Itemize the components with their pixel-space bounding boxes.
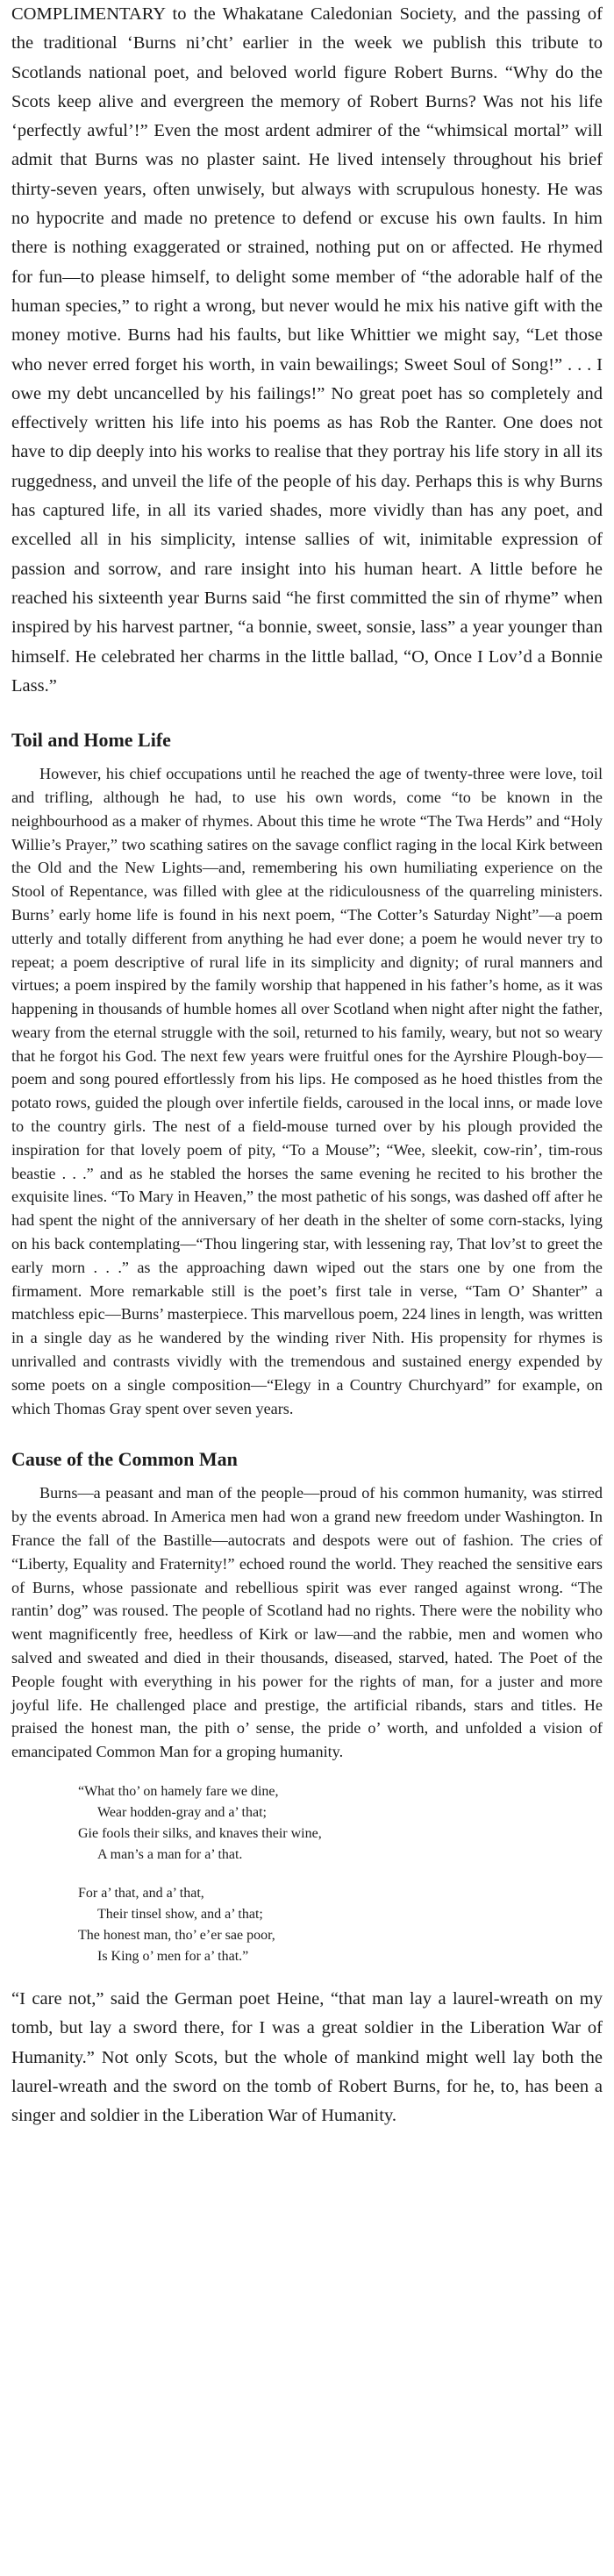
closing-paragraph: “I care not,” said the German poet Heine, “that man lay a laurel-wreath on my tomb, but lay a sword there, for I was a great soldier in the Liberation War of Humanity.” Not only Scots, but the whole of mankind might well lay both the laurel-wreath and the sword on the tomb of Robert Burns, for he, to, has been a singer and soldier in the Liberation War of Humanity. [11,1989,603,2126]
poem-line: For a’ that, and a’ that, [78,1886,204,1901]
intro-lead-word: COMPLIMENTARY [11,4,166,24]
poem-line: Their tinsel show, and a’ that; [97,1907,263,1922]
intro-text: to the Whakatane Caledonian Society, and the passing of the traditional ‘Burns ni’cht’ earlier in the week we publish this tribute to Scotlands national poet, and beloved world figure Robert Burns. “Why do the Scots keep alive and evergreen the memory of Robert Burns? Was not his life ‘perfectly awful’!” Even the most ardent admirer of the “whimsical mortal” will admit that Burns was no plaster saint. He lived intensely throughout his brief thirty-seven years, often unwisely, but always with scrupulous honesty. He was no hypocrite and made no pretence to defend or excuse his own faults. In him there is nothing exaggerated or strained, nothing put on or affected. He rhymed for fun—to please himself, to delight some member of “the adorable half of the human species,” to right a wrong, but never would he mix his native gift with the money motive. Burns had his faults, but like Whittier we might say, “Let those who never erred forget his worth, in vain bewailings; Sweet Soul of Song!” . . . I owe my debt uncancelled by his failings!” No great poet has so completely and effectively written his life into his poems as has Rob the Ranter. One does not have to dip deeply into his works to realise that they portray his life story in all its ruggedness, and unveil the life of the people of his day. Perhaps this is why Burns has captured life, in all its varied shades, more vividly than has any poet, and excelled all in his simplicity, intense sallies of wit, inimitable expression of passion and sorrow, and rare insight into his human heart. A little before he reached his sixteenth year Burns said “he first committed the sin of rhyme” when inspired by his harvest partner, “a bonnie, sweet, sonsie, lass” a year younger than himself. He celebrated her charms in the little ballad, “O, Once I Lov’d a Bonnie Lass.” [11,4,603,696]
toil-paragraph: However, his chief occupations until he reached the age of twenty-three were love, toil and trifling, although he had, to use his own words, come “to be known in the neighbourhood as a maker of rhymes. About this time he wrote “The Twa Herds” and “Holy Willie’s Prayer,” two scathing satires on the savage conflict raging in the local Kirk between the Old and the New Lights—and, remembering his own humiliating experience on the Stool of Repentance, was filled with glee at the ridiculousness of the quarreling ministers. Burns’ early home life is found in his next poem, “The Cotter’s Saturday Night”—a poem utterly and totally different from anything he had ever done; a poem he would never try to repeat; a poem descriptive of rural life in its simplicity and dignity; of rural manners and virtues; a poem inspired by the family worship that happened in his father’s home, as it was happening in thousands of humble homes all over Scotland when night after night the father, weary from the eternal struggle with the soil, returned to his family, weary, but not so weary that he forgot his God. The next few years were fruitful ones for the Ayrshire Plough-boy—poem and song poured effortlessly from his lips. He composed as he hoed thistles from the potato rows, guided the plough over infertile fields, caroused in the local inns, or made love to the country girls. The nest of a field-mouse turned over by his plough provided the inspiration for that lovely poem of pity, “To a Mouse”; “Wee, sleekit, cow-rin’, tim-rous beastie . . .” and as he stabled the horses the same evening he recited to his brother the exquisite lines. “To Mary in Heaven,” the most pathetic of his songs, was dashed off after he had spent the night of the anniversary of her death in the shelter of some corn-stacks, lying on his back contemplating—“Thou lingering star, with lessening ray, That lov’st to greet the early morn . . .” as the approaching dawn wiped out the stars one by one from the firmament. More remarkable still is the poet’s first tale in verse, “Tam O’ Shanter” a matchless epic—Burns’ masterpiece. This marvellous poem, 224 lines in length, was written in a single day as he wandered by the winding river Nith. His propensity for rhymes is unrivalled and contrasts vividly with the tremendous and sustained energy expended by some poets on a single composition—“Elegy in a Country Churchyard” for example, on which Thomas Gray spent over seven years. [11,765,603,1417]
poem-line: Gie fools their silks, and knaves their wine, [78,1826,322,1841]
poem-stanza-2 [78,1883,603,1967]
poem-line: “What tho’ on hamely fare we dine, [78,1784,279,1799]
poem-line: Wear hodden-gray and a’ that; [97,1805,267,1820]
section-heading-common-man: Cause of the Common Man [11,1448,238,1471]
poem-line: Is King o’ men for a’ that.” [97,1949,249,1964]
toil-section [11,762,603,1420]
section-heading-toil: Toil and Home Life [11,729,171,752]
poem-line: The honest man, tho’ e’er sae poor, [78,1928,275,1943]
common-man-section [11,1481,603,1764]
intro-paragraph [11,0,603,701]
closing-section [11,1985,603,2130]
poem-line: A man’s a man for a’ that. [97,1847,243,1862]
poem-stanza-1 [78,1781,603,1866]
common-man-paragraph: Burns—a peasant and man of the people—proud of his common humanity, was stirred by the events abroad. In America men had won a grand new freedom under Washington. In France the fall of the Bastille—autocrats and despots were out of fashion. The cries of “Liberty, Equality and Fraternity!” echoed round the world. They reached the sensitive ears of Burns, whose passionate and rebellious spirit was ever ranged against wrong. “The rantin’ dog” was roused. The people of Scotland had no rights. There were the nobility who went magnificently free, heedless of Kirk or law—and the rabbie, men and women who salved and sweated and died in their thousands, diseased, starved, hated. The Poet of the People fought with everything in his power for the rights of man, for a juster and more joyful life. He challenged place and prestige, the artificial ribands, stars and titles. He praised the honest man, the pith o’ sense, the pride o’ worth, and unfolded a vision of emancipated Common Man for a groping humanity. [11,1484,603,1761]
intro-section [11,0,603,701]
poem-quote [78,1781,603,1967]
